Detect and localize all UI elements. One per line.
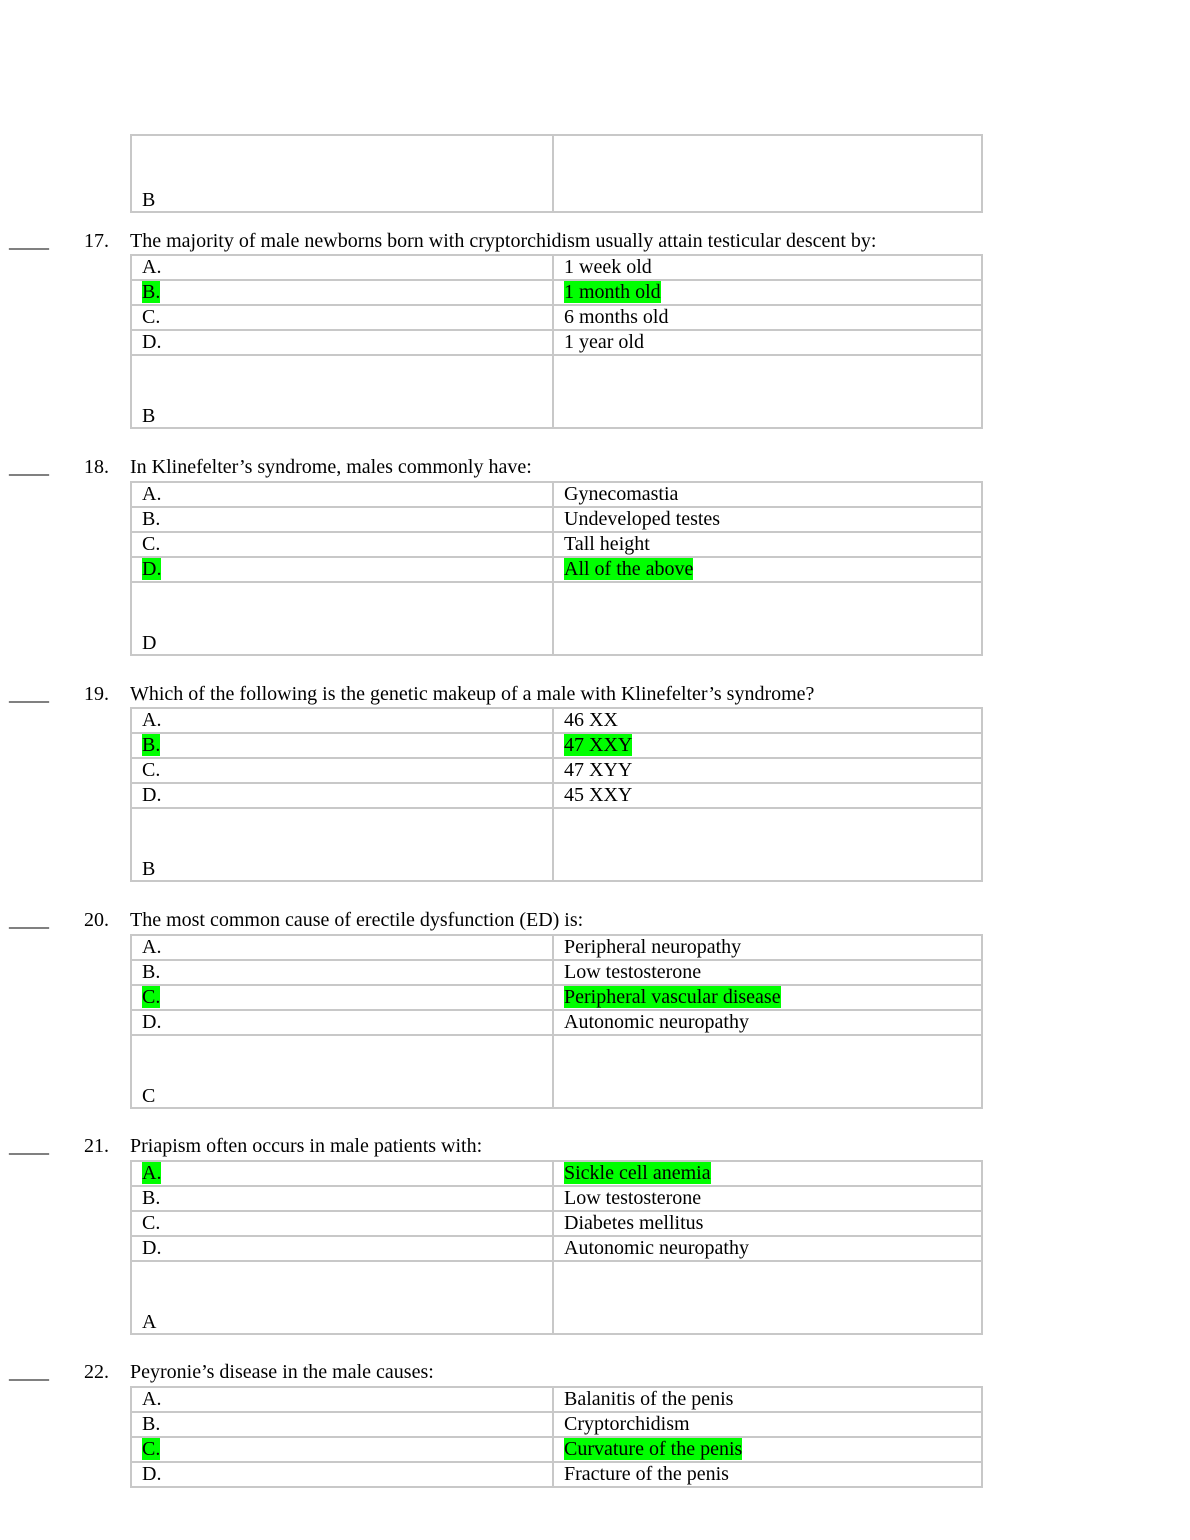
option-letter: B. — [131, 1412, 553, 1437]
option-letter: C. — [131, 758, 553, 783]
option-letter: C. — [131, 305, 553, 330]
options-table — [130, 934, 983, 1109]
option-text: 6 months old — [553, 305, 982, 330]
option-text: Tall height — [553, 532, 982, 557]
correct-highlight: Curvature of the penis — [564, 1438, 743, 1460]
correct-highlight: 1 month old — [564, 281, 661, 303]
option-text: 47 XYY — [553, 758, 982, 783]
question-number: 17. — [84, 230, 109, 252]
answer-empty-cell — [553, 355, 982, 428]
answer-empty-cell — [553, 135, 982, 212]
option-letter: D. — [131, 330, 553, 355]
option-text — [553, 1161, 982, 1186]
question-text: The majority of male newborns born with cryptorchidism usually attain testicular descent by: — [130, 230, 877, 252]
correct-highlight: Peripheral vascular disease — [564, 986, 781, 1008]
option-text: Balanitis of the penis — [553, 1387, 982, 1412]
answer-cell: B — [131, 808, 553, 881]
previous-answer-table — [130, 134, 983, 213]
option-text: Autonomic neuropathy — [553, 1010, 982, 1035]
options-table — [130, 254, 983, 429]
correct-highlight: Sickle cell anemia — [564, 1162, 711, 1184]
option-letter: A. — [131, 255, 553, 280]
option-letter: D. — [131, 1010, 553, 1035]
correct-highlight: All of the above — [564, 558, 694, 580]
answer-blank: ____ — [9, 1135, 49, 1157]
correct-highlight: A. — [142, 1162, 162, 1184]
option-letter: A. — [131, 1387, 553, 1412]
option-letter: A. — [131, 708, 553, 733]
question-number: 19. — [84, 683, 109, 705]
correct-highlight: B. — [142, 734, 161, 756]
option-letter: A. — [131, 935, 553, 960]
answer-empty-cell — [553, 1035, 982, 1108]
option-letter: D. — [131, 783, 553, 808]
correct-highlight: D. — [142, 558, 162, 580]
answer-blank: ____ — [9, 1361, 49, 1383]
question-number: 18. — [84, 456, 109, 478]
answer-empty-cell — [553, 808, 982, 881]
correct-highlight: C. — [142, 986, 161, 1008]
option-text — [553, 733, 982, 758]
correct-highlight: 47 XXY — [564, 734, 633, 756]
answer-cell: C — [131, 1035, 553, 1108]
answer-cell: D — [131, 582, 553, 655]
options-table — [130, 707, 983, 882]
option-text: Diabetes mellitus — [553, 1211, 982, 1236]
option-letter — [131, 1161, 553, 1186]
answer-cell: B — [131, 355, 553, 428]
question-text: In Klinefelter’s syndrome, males commonly have: — [130, 456, 532, 478]
option-text: Fracture of the penis — [553, 1462, 982, 1487]
options-table — [130, 1160, 983, 1335]
option-letter: C. — [131, 1211, 553, 1236]
option-letter — [131, 985, 553, 1010]
option-text — [553, 557, 982, 582]
option-text: Low testosterone — [553, 960, 982, 985]
option-text: Peripheral neuropathy — [553, 935, 982, 960]
correct-highlight: B. — [142, 281, 161, 303]
option-letter: D. — [131, 1462, 553, 1487]
answer-cell: A — [131, 1261, 553, 1334]
option-letter — [131, 733, 553, 758]
option-letter — [131, 280, 553, 305]
option-text — [553, 280, 982, 305]
answer-empty-cell — [553, 582, 982, 655]
option-text: 1 week old — [553, 255, 982, 280]
option-letter — [131, 1437, 553, 1462]
option-text: 46 XX — [553, 708, 982, 733]
option-letter: A. — [131, 482, 553, 507]
option-text: 1 year old — [553, 330, 982, 355]
question-number: 22. — [84, 1361, 109, 1383]
question-text: Which of the following is the genetic makeup of a male with Klinefelter’s syndrome? — [130, 683, 815, 705]
answer-blank: ____ — [9, 456, 49, 478]
option-text: Gynecomastia — [553, 482, 982, 507]
option-letter: C. — [131, 532, 553, 557]
question-text: Priapism often occurs in male patients with: — [130, 1135, 483, 1157]
option-text: Low testosterone — [553, 1186, 982, 1211]
option-letter: D. — [131, 1236, 553, 1261]
option-text: Cryptorchidism — [553, 1412, 982, 1437]
answer-empty-cell — [553, 1261, 982, 1334]
option-letter: B. — [131, 960, 553, 985]
option-text: Autonomic neuropathy — [553, 1236, 982, 1261]
option-text — [553, 1437, 982, 1462]
option-text: Undeveloped testes — [553, 507, 982, 532]
option-text — [553, 985, 982, 1010]
answer-blank: ____ — [9, 909, 49, 931]
options-table — [130, 481, 983, 656]
answer-blank: ____ — [9, 683, 49, 705]
question-text: Peyronie’s disease in the male causes: — [130, 1361, 434, 1383]
question-text: The most common cause of erectile dysfunction (ED) is: — [130, 909, 584, 931]
correct-highlight: C. — [142, 1438, 161, 1460]
question-number: 21. — [84, 1135, 109, 1157]
option-letter: B. — [131, 1186, 553, 1211]
question-number: 20. — [84, 909, 109, 931]
option-text: 45 XXY — [553, 783, 982, 808]
option-letter — [131, 557, 553, 582]
option-letter: B. — [131, 507, 553, 532]
answer-blank: ____ — [9, 230, 49, 252]
answer-cell: B — [131, 135, 553, 212]
options-table — [130, 1386, 983, 1488]
